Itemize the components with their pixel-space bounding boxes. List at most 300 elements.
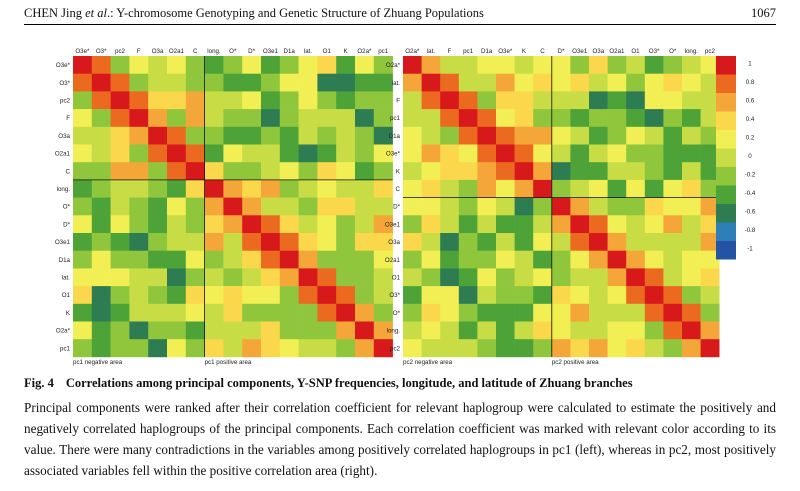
right-matrix-cell	[682, 268, 701, 286]
right-matrix-cell	[459, 74, 478, 92]
left-matrix-cell	[317, 304, 336, 322]
left-matrix-cell	[355, 145, 374, 163]
right-matrix-cell	[552, 322, 571, 340]
right-matrix-cell	[570, 304, 589, 322]
right-matrix-col-label: O3*	[648, 48, 660, 55]
left-matrix-cell	[92, 127, 111, 145]
right-matrix-cell	[663, 215, 682, 233]
right-matrix-cell	[459, 109, 478, 127]
left-matrix-cell	[92, 56, 111, 74]
right-matrix-cell	[682, 304, 701, 322]
right-matrix-cell	[477, 56, 496, 74]
left-matrix-cell	[280, 322, 299, 340]
left-matrix-cell	[261, 127, 280, 145]
left-matrix-cell	[317, 145, 336, 163]
right-matrix-cell	[477, 322, 496, 340]
right-matrix-cell	[589, 109, 608, 127]
left-matrix-cell	[148, 251, 167, 269]
right-matrix-cell	[403, 339, 422, 357]
left-matrix-cell	[374, 74, 393, 92]
right-matrix-cell	[645, 233, 664, 251]
left-matrix-cell	[280, 145, 299, 163]
left-matrix-cell	[167, 251, 186, 269]
left-matrix-row-label: D*	[63, 221, 70, 229]
right-matrix-cell	[570, 268, 589, 286]
left-matrix-cell	[186, 198, 205, 216]
right-matrix-cell	[701, 286, 720, 304]
right-matrix-cell	[496, 251, 515, 269]
right-matrix-row-label: F	[396, 97, 400, 105]
right-matrix-cell	[440, 127, 459, 145]
left-matrix-cell	[148, 91, 167, 109]
left-matrix-cell	[317, 109, 336, 127]
left-matrix-col-label: O1	[322, 48, 331, 55]
right-matrix-cell	[663, 91, 682, 109]
left-matrix-cell	[336, 268, 355, 286]
left-matrix-cell	[223, 162, 242, 180]
right-matrix-cell	[626, 74, 645, 92]
left-matrix-cell	[242, 198, 261, 216]
left-matrix-cell	[205, 180, 224, 198]
right-matrix-row-label: C	[395, 185, 400, 193]
right-matrix-cell	[682, 91, 701, 109]
right-matrix-cell	[477, 127, 496, 145]
right-matrix-cell	[589, 56, 608, 74]
right-matrix-cell	[515, 268, 534, 286]
right-matrix-cell	[515, 339, 534, 357]
left-matrix-col-label: O*	[229, 48, 237, 55]
right-matrix-cell	[422, 91, 441, 109]
right-matrix-cell	[403, 74, 422, 92]
right-matrix-cell	[626, 198, 645, 216]
right-matrix-cell	[403, 145, 422, 163]
right-matrix-cell	[570, 322, 589, 340]
left-matrix-cell	[186, 162, 205, 180]
right-matrix-cell	[682, 198, 701, 216]
left-matrix-row-label: K	[65, 309, 70, 317]
right-matrix-cell	[515, 215, 534, 233]
right-matrix-col-label: F	[447, 48, 452, 55]
color-scale-swatch	[716, 112, 736, 131]
left-matrix-cell	[299, 91, 318, 109]
right-matrix-cell	[608, 91, 627, 109]
right-matrix-cell	[589, 268, 608, 286]
left-matrix-row-label: D1a	[58, 256, 70, 264]
left-matrix-cell	[205, 339, 224, 357]
caption-body-text: Principal components were ranked after their correlation coefficient for relevant haplogroup were calculated to estimate the positively and negatively correlated haplogroups of the principal components. Each correlation coefficient was marked with relevant color according to its value. There were many contradictions in the variables among positively correlated haplogroups in pc1 (left), whereas in pc2, most positively associated variables fell within the positive correlation area (right).	[24, 400, 776, 478]
left-matrix-cell	[299, 198, 318, 216]
left-matrix-cell	[261, 322, 280, 340]
right-matrix-cell	[515, 304, 534, 322]
right-matrix-cell	[440, 215, 459, 233]
left-matrix-cell	[205, 251, 224, 269]
right-matrix-cell	[589, 127, 608, 145]
left-matrix-col-label: long.	[207, 48, 221, 55]
right-matrix-cell	[608, 268, 627, 286]
right-matrix-cell	[645, 286, 664, 304]
left-matrix-cell	[186, 268, 205, 286]
left-matrix-cell	[261, 286, 280, 304]
left-matrix-cell	[336, 162, 355, 180]
left-matrix-col-label: lat.	[303, 48, 313, 55]
right-matrix-cell	[608, 215, 627, 233]
right-matrix-cell	[589, 74, 608, 92]
right-matrix-cell	[645, 145, 664, 163]
right-matrix-cell	[422, 198, 441, 216]
right-matrix-cell	[589, 251, 608, 269]
left-matrix-cell	[336, 339, 355, 357]
left-matrix-cell	[355, 233, 374, 251]
left-matrix-cell	[242, 56, 261, 74]
right-matrix-cell	[663, 162, 682, 180]
left-matrix-cell	[299, 268, 318, 286]
left-matrix-cell	[299, 339, 318, 357]
left-matrix-cell	[148, 322, 167, 340]
left-matrix-cell	[129, 127, 148, 145]
right-matrix-row-label: O3*	[389, 292, 400, 300]
left-matrix-row-label: F	[66, 115, 70, 123]
right-matrix-cell	[645, 198, 664, 216]
right-matrix-cell	[589, 233, 608, 251]
left-matrix-negative-area-label: pc1 negative area	[73, 358, 123, 366]
left-matrix-cell	[280, 304, 299, 322]
left-matrix-cell	[186, 180, 205, 198]
left-matrix-cell	[355, 162, 374, 180]
left-matrix-cell	[355, 180, 374, 198]
right-matrix-cell	[515, 180, 534, 198]
left-matrix-cell	[186, 304, 205, 322]
right-matrix-cell	[626, 339, 645, 357]
left-matrix-cell	[317, 339, 336, 357]
left-matrix-cell	[261, 180, 280, 198]
right-matrix-cell	[403, 268, 422, 286]
right-matrix-cell	[422, 56, 441, 74]
left-matrix-cell	[167, 180, 186, 198]
left-matrix-cell	[355, 339, 374, 357]
left-matrix-cell	[317, 74, 336, 92]
right-matrix-cell	[682, 145, 701, 163]
left-matrix-cell	[92, 304, 111, 322]
left-matrix-cell	[205, 322, 224, 340]
right-matrix-cell	[533, 251, 552, 269]
left-matrix-col-label: D*	[248, 48, 256, 55]
right-matrix-cell	[440, 233, 459, 251]
right-matrix-cell	[682, 322, 701, 340]
left-matrix-cell	[374, 180, 393, 198]
left-matrix-cell	[242, 233, 261, 251]
left-matrix-row-label: O3*	[59, 79, 70, 87]
right-matrix-cell	[626, 109, 645, 127]
left-matrix-cell	[336, 180, 355, 198]
left-matrix-cell	[73, 286, 92, 304]
left-matrix-cell	[205, 145, 224, 163]
left-matrix-cell	[129, 145, 148, 163]
left-matrix-cell	[223, 268, 242, 286]
left-matrix-cell	[374, 198, 393, 216]
left-matrix-cell	[242, 162, 261, 180]
left-matrix-col-label: O2a*	[357, 48, 372, 55]
left-matrix-cell	[242, 268, 261, 286]
left-matrix-cell	[129, 233, 148, 251]
right-matrix-cell	[403, 198, 422, 216]
left-matrix-cell	[148, 56, 167, 74]
right-matrix-cell	[440, 322, 459, 340]
left-matrix-cell	[73, 215, 92, 233]
left-matrix-cell	[336, 56, 355, 74]
right-matrix-cell	[440, 251, 459, 269]
left-matrix-cell	[73, 198, 92, 216]
right-matrix-cell	[477, 74, 496, 92]
left-matrix-cell	[299, 233, 318, 251]
running-head-title: .: Y-chromosome Genotyping and Genetic Structure of Zhuang Populations	[107, 6, 484, 20]
left-matrix-cell	[92, 91, 111, 109]
right-matrix-cell	[403, 109, 422, 127]
left-matrix-col-label: D1a	[283, 48, 295, 55]
right-matrix-cell	[663, 286, 682, 304]
left-matrix-cell	[242, 145, 261, 163]
left-matrix-cell	[280, 233, 299, 251]
color-scale-swatch	[716, 223, 736, 242]
left-matrix-cell	[355, 91, 374, 109]
right-matrix-cell	[682, 251, 701, 269]
right-matrix-cell	[682, 286, 701, 304]
right-matrix-cell	[552, 251, 571, 269]
right-matrix-col-label: D1a	[481, 48, 493, 55]
left-matrix-cell	[317, 127, 336, 145]
left-matrix-cell	[261, 145, 280, 163]
left-matrix-cell	[355, 322, 374, 340]
right-matrix-cell	[626, 322, 645, 340]
right-matrix-cell	[496, 109, 515, 127]
right-matrix-cell	[403, 215, 422, 233]
right-matrix-cell	[440, 286, 459, 304]
right-matrix-cell	[552, 145, 571, 163]
left-matrix-cell	[336, 215, 355, 233]
left-matrix-cell	[317, 215, 336, 233]
right-matrix-cell	[422, 180, 441, 198]
right-matrix-cell	[459, 127, 478, 145]
left-matrix-cell	[129, 91, 148, 109]
right-matrix-cell	[663, 127, 682, 145]
right-matrix-row-label: lat.	[391, 79, 400, 87]
right-matrix-cell	[496, 91, 515, 109]
left-matrix-col-label: O3e1	[262, 48, 278, 55]
right-matrix-cell	[440, 180, 459, 198]
right-matrix-cell	[682, 215, 701, 233]
right-matrix-cell	[533, 339, 552, 357]
left-matrix-cell	[223, 145, 242, 163]
color-scale-tick: 0.8	[745, 79, 755, 86]
left-matrix-cell	[280, 339, 299, 357]
right-matrix-cell	[533, 145, 552, 163]
left-matrix-cell	[186, 286, 205, 304]
right-matrix-cell	[515, 109, 534, 127]
right-matrix-cell	[552, 74, 571, 92]
right-matrix-cell	[440, 198, 459, 216]
left-matrix-cell	[223, 251, 242, 269]
right-matrix-cell	[533, 180, 552, 198]
right-matrix-cell	[422, 322, 441, 340]
left-matrix-cell	[355, 56, 374, 74]
left-matrix-cell	[92, 198, 111, 216]
left-matrix-cell	[129, 339, 148, 357]
right-matrix-cell	[552, 198, 571, 216]
left-matrix-cell	[167, 91, 186, 109]
right-matrix-cell	[682, 180, 701, 198]
left-matrix-cell	[205, 233, 224, 251]
right-matrix-cell	[515, 56, 534, 74]
left-matrix-cell	[355, 251, 374, 269]
right-matrix-cell	[496, 304, 515, 322]
right-matrix-col-label: O3e*	[498, 48, 513, 55]
right-matrix-cell	[459, 268, 478, 286]
color-scale-swatch	[716, 149, 736, 168]
right-matrix-cell	[608, 286, 627, 304]
left-matrix-cell	[111, 91, 130, 109]
right-matrix-cell	[682, 56, 701, 74]
left-matrix-col-label: C	[192, 48, 198, 55]
right-matrix-cell	[682, 127, 701, 145]
right-matrix-cell	[477, 251, 496, 269]
left-matrix-cell	[261, 56, 280, 74]
right-matrix-cell	[422, 286, 441, 304]
color-scale-swatch	[716, 75, 736, 94]
left-matrix-cell	[374, 162, 393, 180]
right-matrix-cell	[663, 74, 682, 92]
right-matrix-cell	[570, 215, 589, 233]
left-matrix-cell	[186, 251, 205, 269]
left-matrix-cell	[355, 286, 374, 304]
left-matrix-cell	[92, 339, 111, 357]
color-scale-tick: 1	[748, 60, 752, 68]
left-matrix-cell	[205, 91, 224, 109]
left-matrix-cell	[129, 198, 148, 216]
right-matrix-cell	[645, 56, 664, 74]
right-matrix-cell	[608, 198, 627, 216]
right-matrix-cell	[440, 74, 459, 92]
right-matrix-cell	[645, 162, 664, 180]
right-matrix-col-label: K	[521, 48, 526, 55]
right-matrix-cell	[645, 74, 664, 92]
right-matrix-cell	[701, 304, 720, 322]
right-matrix-cell	[515, 286, 534, 304]
left-matrix-cell	[111, 322, 130, 340]
left-matrix-cell	[317, 91, 336, 109]
left-matrix-cell	[167, 233, 186, 251]
left-matrix-cell	[167, 286, 186, 304]
left-matrix-cell	[129, 304, 148, 322]
right-matrix-cell	[422, 339, 441, 357]
left-matrix-cell	[223, 233, 242, 251]
right-matrix-cell	[403, 304, 422, 322]
right-matrix-cell	[459, 286, 478, 304]
left-matrix-cell	[111, 74, 130, 92]
left-matrix-cell	[242, 286, 261, 304]
left-matrix-cell	[205, 286, 224, 304]
left-matrix-cell	[167, 56, 186, 74]
left-matrix-cell	[148, 127, 167, 145]
right-matrix-cell	[459, 162, 478, 180]
left-matrix-cell	[92, 268, 111, 286]
right-matrix-cell	[477, 198, 496, 216]
right-matrix-cell	[533, 74, 552, 92]
right-matrix-cell	[645, 268, 664, 286]
left-matrix-cell	[148, 145, 167, 163]
left-matrix-col-label: O2a1	[168, 48, 184, 55]
right-matrix-cell	[477, 286, 496, 304]
left-matrix-cell	[73, 268, 92, 286]
right-matrix-cell	[515, 233, 534, 251]
left-matrix-cell	[223, 127, 242, 145]
left-matrix-row-label: pc2	[60, 97, 70, 105]
right-matrix-cell	[403, 162, 422, 180]
left-matrix-cell	[111, 109, 130, 127]
left-matrix-cell	[167, 109, 186, 127]
left-matrix-cell	[317, 162, 336, 180]
left-matrix-row-label: O3a	[58, 132, 70, 140]
left-matrix-cell	[92, 162, 111, 180]
right-matrix-col-label: O2a1	[609, 48, 625, 55]
right-matrix-row-label: O1	[391, 274, 400, 282]
left-matrix-cell	[355, 74, 374, 92]
left-matrix-row-label: pc1	[60, 345, 70, 353]
right-matrix-cell	[570, 162, 589, 180]
left-matrix-cell	[111, 180, 130, 198]
left-matrix-cell	[317, 251, 336, 269]
right-matrix-cell	[422, 304, 441, 322]
left-matrix-cell	[73, 91, 92, 109]
right-matrix-cell	[440, 339, 459, 357]
left-matrix-cell	[148, 109, 167, 127]
right-matrix-col-label: O3a	[592, 48, 605, 55]
right-matrix-cell	[459, 180, 478, 198]
left-matrix-cell	[242, 109, 261, 127]
left-matrix-cell	[336, 198, 355, 216]
left-matrix-cell	[299, 251, 318, 269]
right-matrix-cell	[422, 127, 441, 145]
right-matrix-cell	[626, 145, 645, 163]
left-matrix-cell	[73, 339, 92, 357]
left-matrix-row-label: O3e*	[55, 62, 70, 70]
left-matrix-cell	[280, 286, 299, 304]
right-matrix-cell	[645, 251, 664, 269]
right-matrix-cell	[496, 127, 515, 145]
right-matrix-cell	[403, 180, 422, 198]
left-matrix-cell	[205, 162, 224, 180]
right-matrix-cell	[570, 91, 589, 109]
right-matrix-cell	[570, 127, 589, 145]
right-matrix-cell	[496, 339, 515, 357]
right-matrix-cell	[701, 339, 720, 357]
left-matrix-cell	[186, 74, 205, 92]
right-matrix-cell	[570, 286, 589, 304]
right-matrix-cell	[440, 56, 459, 74]
right-matrix-col-label: long.	[684, 48, 699, 55]
left-matrix-cell	[355, 109, 374, 127]
right-matrix-cell	[496, 180, 515, 198]
right-matrix-cell	[570, 145, 589, 163]
right-matrix-cell	[533, 286, 552, 304]
left-matrix-cell	[148, 180, 167, 198]
left-matrix-cell	[280, 268, 299, 286]
right-matrix-cell	[403, 251, 422, 269]
running-head-etal: et al	[85, 6, 107, 20]
left-matrix-cell	[336, 251, 355, 269]
left-matrix-cell	[92, 322, 111, 340]
left-matrix-cell	[355, 304, 374, 322]
right-matrix-cell	[645, 180, 664, 198]
left-matrix-row-label: O1	[61, 292, 70, 300]
